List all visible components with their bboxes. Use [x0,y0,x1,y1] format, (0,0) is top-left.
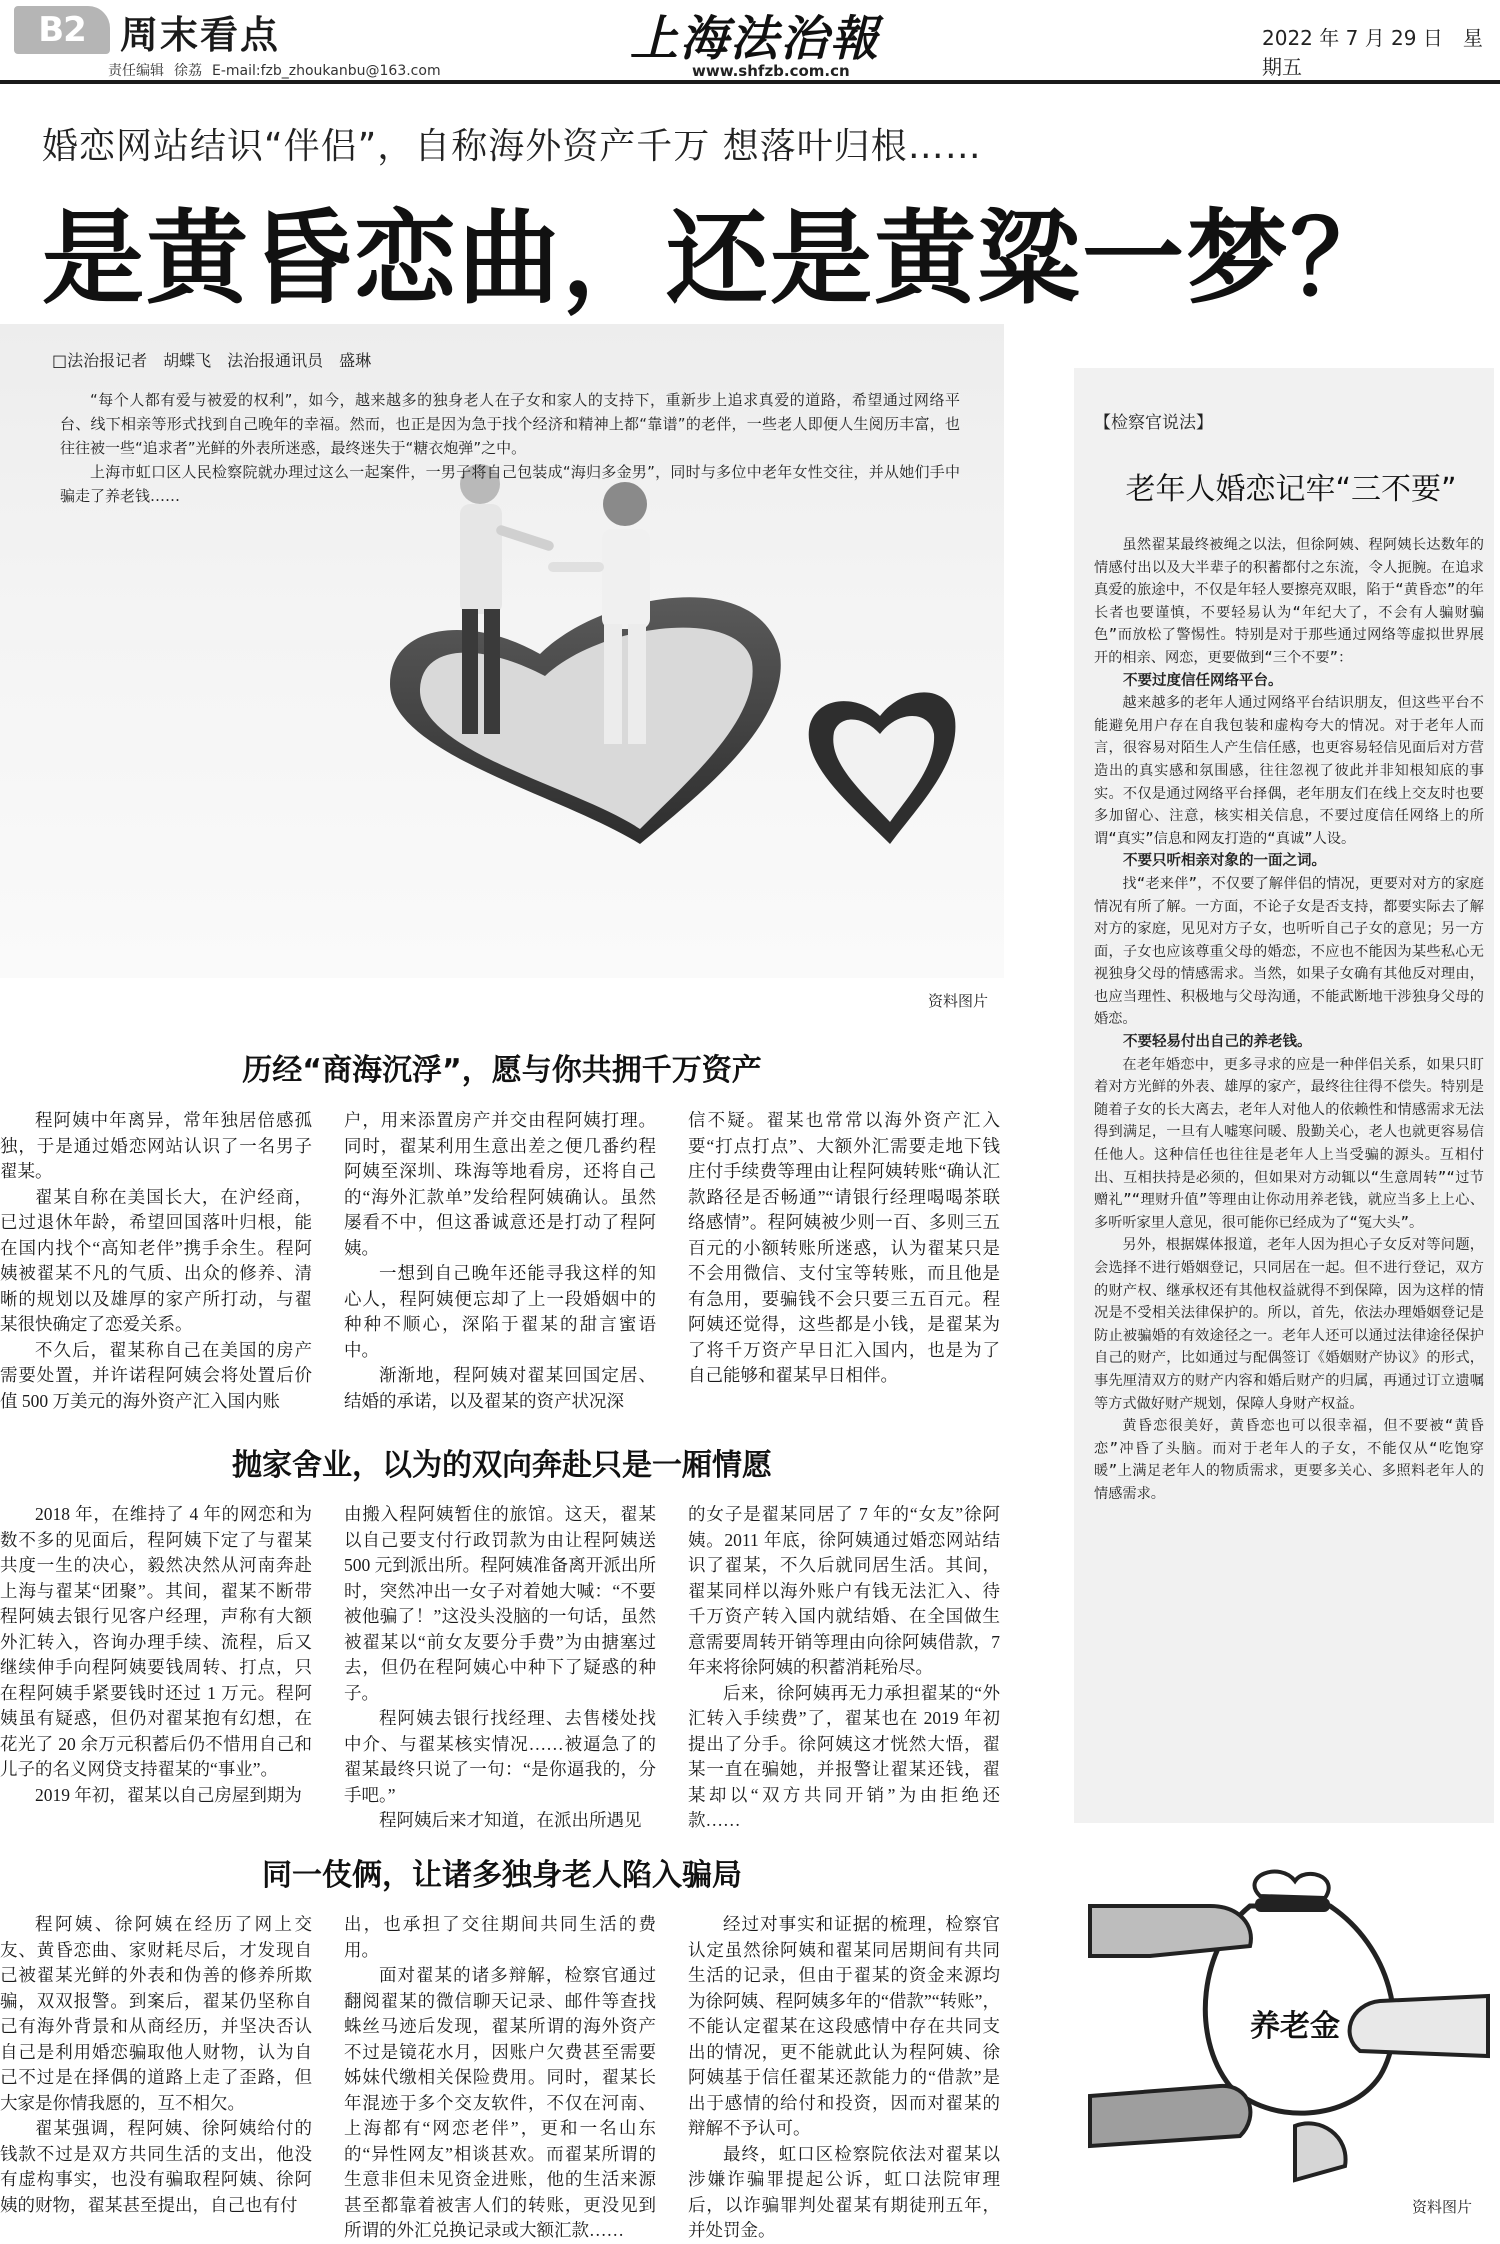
sidebar-tag: 【检察官说法】 [1094,413,1213,433]
body-paragraph: 渐渐地，程阿姨对翟某回国定居、结婚的承诺，以及翟某的资产状况深 [344,1365,656,1411]
newspaper-logo: 上海法治報 [630,11,881,67]
sidebar-paragraph: 在老年婚恋中，更多寻求的应是一种伴侣关系，如果只盯着对方光鲜的外表、雄厚的家产，最终往往得不偿失。特别是随着子女的长大离去，老年人对他人的依赖性和情感需求无法得到满足，一旦有人嘘寒问暖、殷勤关心，老人也就更容易信任他人。这种信任也往往是老年人上当受骗的源头。互相付出、互相扶持是必须的，但如果对方动辄以“生意周转”“过节赠礼”“理财升值”等理由让你动用养老钱，就应当多上上心、多听听家里人意见，很可能你已经成为了“冤大头”。 [1094,1056,1484,1231]
sidebar-paragraph: 黄昏恋很美好，黄昏恋也可以很幸福，但不要被“黄昏恋”冲昏了头脑。而对于老年人的子女，不能仅从“吃饱穿暖”上满足老年人的物质需求，更要多关心、多照料老年人的情感需求。 [1094,1418,1484,1502]
article-column [344,1502,656,1830]
cartoon-caption: 资料图片 [1412,2198,1473,2216]
body-paragraph: 由搬入程阿姨暂住的旅馆。这天，翟某以自己要支付行政罚款为由让程阿姨送 500 元到派出所。程阿姨准备离开派出所时，突然冲出一女子对着她大喊：“不要被他骗了！”这没头没脑的一句话，虽然被翟某以“前女友要分手费”为由搪塞过去，但仍在程阿姨心中种下了疑惑的种子。 [344,1504,656,1703]
body-paragraph: 出，也承担了交往期间共同生活的费用。 [344,1914,656,1960]
sidebar-body [1094,534,1484,1816]
editor-label: 责任编辑 [108,63,164,79]
page-number-badge: B2 [14,6,110,54]
body-paragraph: 程阿姨去银行找经理、去售楼处找中介、与翟某核实情况……被逼急了的翟某最终只说了一句：“是你逼我的，分手吧。” [344,1708,656,1805]
body-paragraph: 程阿姨后来才知道，在派出所遇见 [379,1810,642,1830]
body-paragraph: 2019 年初，翟某以自己房屋到期为 [35,1784,302,1805]
article-byline: □法治报记者 胡蝶飞 法治报通讯员 盛琳 [52,351,372,370]
editor-credit [108,60,451,80]
body-paragraph: 的女子是翟某同居了 7 年的“女友”徐阿姨。2011 年底，徐阿姨通过婚恋网站结识了翟某，不久后就同居生活。其间，翟某同样以海外账户有钱无法汇入、待千万资产转入国内就结婚、在全国做生意需要周转开销等理由向徐阿姨借款，7 年来将徐阿姨的积蓄消耗殆尽。 [688,1504,1000,1677]
body-paragraph: 翟某强调，程阿姨、徐阿姨给付的钱款不过是双方共同生活的支出，他没有虚构事实，也没有骗取程阿姨、徐阿姨的财物，翟某甚至提出，自己也有付 [0,2118,312,2215]
article-lede [60,388,960,508]
newspaper-url[interactable]: www.shfzb.com.cn [692,62,850,80]
sidebar-paragraph: 虽然翟某最终被绳之以法，但徐阿姨、程阿姨长达数年的情感付出以及大半辈子的积蓄都付之东流，令人扼腕。在追求真爱的旅途中，不仅是年轻人要擦亮双眼，陷于“黄昏恋”的年长者也要谨慎，不要轻易认为“年纪大了，不会有人骗财骗色”而放松了警惕性。特别是对于那些通过网络等虚拟世界展开的相亲、网恋，更要做到“三个不要”： [1094,537,1484,666]
article-column [344,1912,656,2240]
section-heading: 历经“商海沉浮”，愿与你共拥千万资产 [242,1053,762,1088]
sidebar-paragraph: 找“老来伴”，不仅要了解伴侣的情况，更要对对方的家庭情况有所了解。一方面，不论子女是否支持，都要实际去了解对方的家庭，见见对方子女，也听听自己子女的意见；另一方面，子女也应该尊重父母的婚恋，不应也不能因为某些私心无视独身父母的情感需求。当然，如果子女确有其他反对理由，也应当理性、积极地与父母沟通，不能武断地干涉独身父母的婚恋。 [1094,875,1484,1028]
body-paragraph: 最终，虹口区检察院依法对翟某以涉嫌诈骗罪提起公诉，虹口法院审理后，以诈骗罪判处翟某有期徒刑五年，并处罚金。 [688,2143,1000,2240]
headline-title: 是黄昏恋曲，还是黄粱一梦？ [42,200,1394,319]
article-column [344,1108,656,1411]
sidebar-title: 老年人婚恋记牢“三不要” [1125,472,1457,507]
photo-caption: 资料图片 [928,992,989,1010]
section-heading: 同一伎俩，让诸多独身老人陷入骗局 [262,1858,742,1893]
body-paragraph: 翟某自称在美国长大，在沪经商，已过退休年龄，希望回国落叶归根，能在国内找个“高知老伴”携手余生。程阿姨被翟某不凡的气质、出众的修养、清晰的规划以及雄厚的家产所打动，与翟某很快确定了恋爱关系。 [0,1186,312,1334]
body-paragraph: 不久后，翟某称自己在美国的房产需要处置，并许诺程阿姨会将处置后价值 500 万美元的海外资产汇入国内账 [0,1339,312,1411]
masthead [0,0,1500,78]
article-column [688,1502,1000,1830]
body-paragraph: 户，用来添置房产并交由程阿姨打理。同时，翟某利用生意出差之便几番约程阿姨至深圳、珠海等地看房，还将自己的“海外汇款单”发给程阿姨确认。虽然屡看不中，但这番诚意还是打动了程阿姨。 [344,1110,656,1258]
sidebar-rule-heading: 不要过度信任网络平台。 [1123,672,1283,689]
article-column [688,1912,1000,2240]
lede-paragraph: 上海市虹口区人民检察院就办理过这么一起案件，一男子将自己包装成“海归多金男”，同时与多位中老年女性交往，并从她们手中骗走了养老钱…… [60,463,960,505]
body-paragraph: 一想到自己晚年还能寻我这样的知心人，程阿姨便忘却了上一段婚姻中的种种不顺心，深陷于翟某的甜言蜜语中。 [344,1263,656,1360]
body-paragraph: 后来，徐阿姨再无力承担翟某的“外汇转入手续费”了，翟某也在 2019 年初提出了分手。徐阿姨这才恍然大悟，翟某一直在骗她，并报警让翟某还钱，翟某却以“双方共同开销”为由拒绝还款…… [688,1682,1000,1830]
body-paragraph: 2018 年，在维持了 4 年的网恋和为数不多的见面后，程阿姨下定了与翟某共度一生的决心，毅然决然从河南奔赴上海与翟某“团聚”。其间，翟某不断带程阿姨去银行见客户经理，声称有大额外汇转入，咨询办理手续、流程，后又继续伸手向程阿姨要钱周转、打点，只在程阿姨手紧要钱时还过 1 万元。程阿姨虽有疑惑，但仍对翟某抱有幻想，在花光了 20 余万元积蓄后仍不惜用自己和儿子的名义网贷支持翟某的“事业”。 [0,1504,312,1779]
masthead-divider [0,80,1500,84]
editor-email: E-mail:fzb_zhoukanbu@163.com [212,63,441,79]
body-paragraph: 面对翟某的诸多辩解，检察官通过翻阅翟某的微信聊天记录、邮件等查找蛛丝马迹后发现，翟某所谓的海外资产不过是镜花水月，因账户欠费甚至需要姊妹代缴相关保险费用。同时，翟某长年混迹于多个交友软件，不仅在河南、上海都有“网恋老伴”，更和一名山东的“异性网友”相谈甚欢。而翟某所谓的生意非但未见资金进账，他的生活来源甚至都靠着被害人们的转账，更没见到所谓的外汇兑换记录或大额汇款…… [344,1965,656,2240]
sidebar-rule-heading: 不要轻易付出自己的养老钱。 [1123,1034,1312,1051]
pension-money-cartoon [1090,1836,1488,2180]
sidebar-paragraph: 另外，根据媒体报道，老年人因为担心子女反对等问题，会选择不进行婚姻登记，只同居在一起。但不进行登记，双方的财产权、继承权还有其他权益就得不到保障，因为这样的情况是不受相关法律保护的。所以，首先，依法办理婚姻登记是防止被骗婚的有效途径之一。老年人还可以通过法律途径保护自己的财产，比如通过与配偶签订《婚姻财产协议》的形式，事先厘清双方的财产内容和婚后财产的归属，再通过订立遗嘱等方式做好财产规划，保障人身财产权益。 [1094,1237,1484,1412]
body-paragraph: 程阿姨、徐阿姨在经历了网上交友、黄昏恋曲、家财耗尽后，才发现自己被翟某光鲜的外表和伪善的修养所欺骗，双双报警。到案后，翟某仍坚称自己有海外背景和从商经历，并坚决否认自己是利用婚恋骗取他人财物，认为自己不过是在择偶的道路上走了歪路，但大家是你情我愿的，互不相欠。 [0,1914,312,2113]
sidebar-paragraph: 越来越多的老年人通过网络平台结识朋友，但这些平台不能避免用户存在自我包装和虚构夸大的情况。对于老年人而言，很容易对陌生人产生信任感，也更容易轻信见面后对方营造出的真实感和氛围感，往往忽视了彼此并非知根知底的事实。不仅是通过网络平台择偶，老年朋友们在线上交友时也要多加留心、注意，核实相关信息，不要过度信任网络上的所谓“真实”信息和网友打造的“真诚”人设。 [1094,695,1484,847]
article-column [0,1502,312,1805]
cartoon-label: 养老金 [1250,2009,1340,2044]
body-paragraph: 信不疑。翟某也常常以海外资产汇入要“打点打点”、大额外汇需要走地下钱庄付手续费等理由让程阿姨转账“确认汇款路径是否畅通”“请银行经理喝喝茶联络感情”。程阿姨被少则一百、多则三五百元的小额转账所迷惑，认为翟某只是不会用微信、支付宝等转账，而且他是有急用，要骗钱不会只要三五百元。程阿姨还觉得，这些都是小钱，是翟某为了将千万资产早日汇入国内，也是为了自己能够和翟某早日相伴。 [688,1110,1000,1385]
article-column [0,1912,312,2224]
sidebar-rule-heading: 不要只听相亲对象的一面之词。 [1123,853,1326,870]
body-paragraph: 程阿姨中年离异，常年独居倍感孤独，于是通过婚恋网站认识了一名男子翟某。 [0,1110,312,1181]
section-name: 周末看点 [120,13,281,57]
article-column [688,1108,1000,1400]
editor-name: 徐荔 [174,63,202,79]
body-paragraph: 经过对事实和证据的梳理，检察官认定虽然徐阿姨和翟某同居期间有共同生活的记录，但由于翟某的资金来源均为徐阿姨、程阿姨多年的“借款”“转账”，不能认定翟某在这段感情中存在共同支出的情况，更不能就此认为程阿姨、徐阿姨基于信任翟某还款能力的“借款”是出于感情的给付和投资，因而对翟某的辩解不予认可。 [688,1914,1000,2138]
headline-kicker: 婚恋网站结识“伴侣”，自称海外资产千万 想落叶归根…… [42,126,982,167]
section-heading: 抛家舍业，以为的双向奔赴只是一厢情愿 [232,1448,772,1483]
publication-date: 2022 年 7 月 29 日 星期五 [1262,26,1483,79]
article-column [0,1108,312,1411]
lede-paragraph: “每个人都有爱与被爱的权利”，如今，越来越多的独身老人在子女和家人的支持下，重新步上追求真爱的道路，希望通过网络平台、线下相亲等形式找到自己晚年的幸福。然而，也正是因为急于找个经济和精神上都“靠谱”的老伴，一些老人即便人生阅历丰富，也往往被一些“追求者”光鲜的外表所迷惑，最终迷失于“糖衣炮弹”之中。 [60,391,960,457]
